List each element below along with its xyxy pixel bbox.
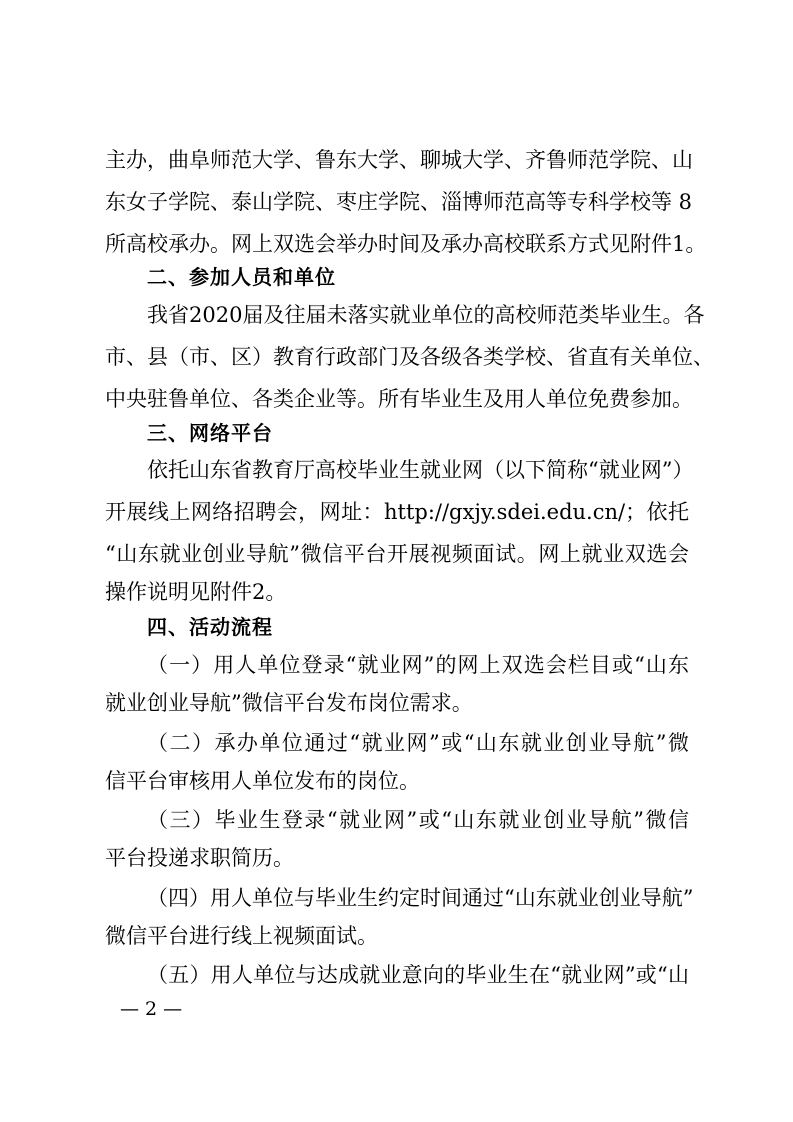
step-line: （二）承办单位通过“就业网”或“山东就业创业导航”微 bbox=[147, 731, 689, 755]
paragraph-line: 操作说明见附件2。 bbox=[105, 580, 287, 604]
step-line: 信平台审核用人单位发布的岗位。 bbox=[105, 769, 420, 793]
step-line: （五）用人单位与达成就业意向的毕业生在“就业网”或“山 bbox=[147, 963, 689, 987]
paragraph-line: 主办，曲阜师范大学、鲁东大学、聊城大学、齐鲁师范学院、山 bbox=[105, 148, 693, 172]
paragraph-line: 依托山东省教育厅高校毕业生就业网（以下简称“就业网”） bbox=[147, 458, 694, 482]
paragraph-line: “山东就业创业导航”微信平台开展视频面试。网上就业双选会 bbox=[105, 542, 689, 566]
step-line: （一）用人单位登录“就业网”的网上双选会栏目或“山东 bbox=[147, 653, 689, 677]
section-heading: 二、参加人员和单位 bbox=[147, 265, 336, 289]
paragraph-line: 东女子学院、泰山学院、枣庄学院、淄博师范高等专科学校等 8 bbox=[105, 190, 693, 214]
paragraph-line: 市、县（市、区）教育行政部门及各级各类学校、省直有关单位、 bbox=[105, 345, 714, 369]
paragraph-line: 我省2020届及往届未落实就业单位的高校师范类毕业生。各 bbox=[147, 303, 705, 327]
section-heading: 三、网络平台 bbox=[147, 421, 273, 445]
step-line: 微信平台进行线上视频面试。 bbox=[105, 924, 378, 948]
paragraph-line: 中央驻鲁单位、各类企业等。所有毕业生及用人单位免费参加。 bbox=[105, 387, 693, 411]
section-heading: 四、活动流程 bbox=[147, 615, 273, 639]
paragraph-line: 所高校承办。网上双选会举办时间及承办高校联系方式见附件1。 bbox=[105, 232, 707, 256]
paragraph-line: 开展线上网络招聘会，网址：http://gxjy.sdei.edu.cn/；依托 bbox=[105, 500, 689, 524]
step-line: （四）用人单位与毕业生约定时间通过“山东就业创业导航” bbox=[147, 886, 694, 910]
step-line: 平台投递求职简历。 bbox=[105, 846, 294, 870]
step-line: （三）毕业生登录“就业网”或“山东就业创业导航”微信 bbox=[147, 808, 689, 832]
page-number: — 2 — bbox=[120, 998, 183, 1020]
step-line: 就业创业导航”微信平台发布岗位需求。 bbox=[105, 691, 473, 715]
